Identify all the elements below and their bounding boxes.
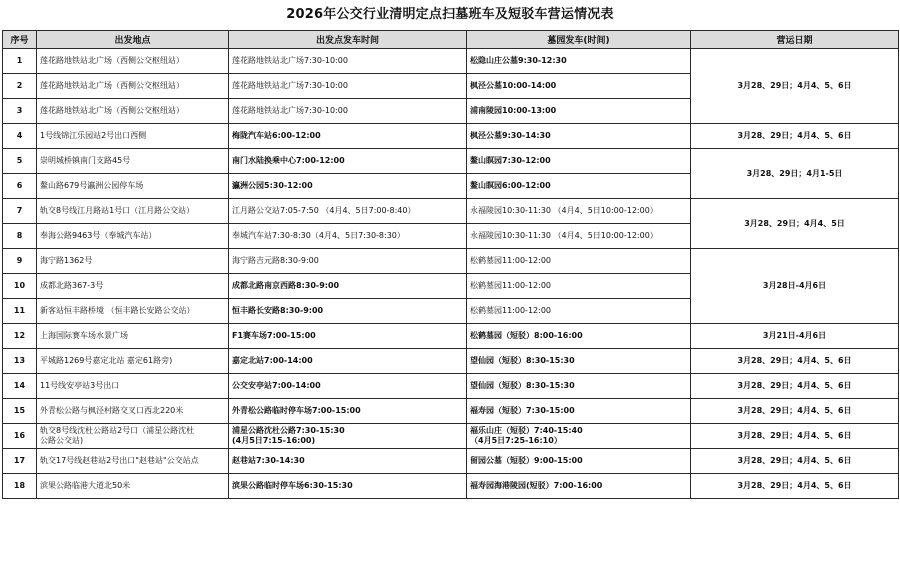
operating-dates-cell: 3月28、29日；4月1-5日 [691,149,899,199]
origin-cell [37,424,229,449]
row-index: 17 [3,449,37,474]
origin-cell: 成都北路367-3号 [37,274,229,299]
depart-time-cell: 奉城汽车站7:30-8:30（4月4、5日7:30-8:30） [229,224,467,249]
origin-cell: 轨交8号线江月路站1号口（江月路公交站） [37,199,229,224]
origin-cell: 滨果公路临港大道北50米 [37,474,229,499]
cemetery-time-cell: 松隐山庄公墓9:30-12:30 [467,49,691,74]
header-origin: 出发地点 [37,31,229,49]
table-row [3,324,899,349]
table-row [3,474,899,499]
depart-time-cell: 成都北路南京西路8:30-9:00 [229,274,467,299]
cemetery-time-cell: 松鹤墓园11:00-12:00 [467,274,691,299]
row-index: 2 [3,74,37,99]
table-row [3,349,899,374]
cemetery-time-cell: 鳌山瞑园7:30-12:00 [467,149,691,174]
cemetery-time-cell: 松鹤墓园（短驳）8:00-16:00 [467,324,691,349]
operating-dates-cell: 3月28、29日；4月4、5、6日 [691,424,899,449]
depart-time-cell: 梅陇汽车站6:00-12:00 [229,124,467,149]
operating-dates-cell: 3月28、29日；4月4、5、6日 [691,349,899,374]
table-row [3,424,899,449]
depart-time-cell: 瀛洲公园5:30-12:00 [229,174,467,199]
cemetery-time-cell: 永福陵园10:30-11:30 （4月4、5日10:00-12:00） [467,199,691,224]
origin-line: 公路公交站) [40,436,84,445]
row-index: 16 [3,424,37,449]
schedule-table [2,30,899,499]
row-index: 6 [3,174,37,199]
row-index: 7 [3,199,37,224]
cemetery-time-cell: 松鹤墓园11:00-12:00 [467,249,691,274]
row-index: 10 [3,274,37,299]
origin-cell: 1号线锦江乐园站2号出口西侧 [37,124,229,149]
row-index: 18 [3,474,37,499]
row-index: 3 [3,99,37,124]
cemetery-time-cell: 枫泾公墓9:30-14:30 [467,124,691,149]
origin-cell: 莲花路地铁站北广场（西侧公交枢纽站） [37,99,229,124]
operating-dates-cell: 3月28、29日；4月4、5、6日 [691,449,899,474]
row-index: 12 [3,324,37,349]
origin-cell: 平城路1269号嘉定北站 嘉定61路旁) [37,349,229,374]
header-idx: 序号 [3,31,37,49]
depart-time-cell: 赵巷站7:30-14:30 [229,449,467,474]
origin-cell: 外青松公路与枫泾村路交叉口西北220米 [37,399,229,424]
depart-time-cell: 滨果公路临时停车场6:30-15:30 [229,474,467,499]
cemetery-time-cell: 鳌山瞑园6:00-12:00 [467,174,691,199]
depart-time-cell: 莲花路地铁站北广场7:30-10:00 [229,74,467,99]
header-depart-time: 出发点发车时间 [229,31,467,49]
cemetery-time-cell: 福寿园海港陵园(短驳）7:00-16:00 [467,474,691,499]
cemetery-time-cell: 望仙园（短驳）8:30-15:30 [467,349,691,374]
operating-dates-cell: 3月28、29日；4月4、5、6日 [691,374,899,399]
row-index: 15 [3,399,37,424]
depart-time-cell: 公交安亭站7:00-14:00 [229,374,467,399]
depart-line: 浦星公路沈杜公路7:30-15:30 [232,426,345,435]
cemetery-time-cell [467,424,691,449]
cemetery-time-cell: 浦南陵园10:00-13:00 [467,99,691,124]
origin-cell: 11号线安亭站3号出口 [37,374,229,399]
origin-cell: 新客站恒丰路桥境 （恒丰路长安路公交站） [37,299,229,324]
row-index: 8 [3,224,37,249]
depart-line: (4月5日7:15-16:00) [232,436,316,445]
origin-cell: 上海国际赛车场水景广场 [37,324,229,349]
operating-dates-cell: 3月28、29日；4月4、5、6日 [691,49,899,124]
depart-time-cell: 江月路公交站7:05-7:50 （4月4、5日7:00-8:40） [229,199,467,224]
row-index: 13 [3,349,37,374]
depart-time-cell: 恒丰路长安路8:30-9:00 [229,299,467,324]
operating-dates-cell: 3月28、29日；4月4、5、6日 [691,399,899,424]
header-dates: 营运日期 [691,31,899,49]
row-index: 1 [3,49,37,74]
cemetery-time-cell: 留园公墓（短驳）9:00-15:00 [467,449,691,474]
depart-time-cell: 莲花路地铁站北广场7:30-10:00 [229,99,467,124]
operating-dates-cell: 3月28、29日；4月4、5、6日 [691,124,899,149]
cemetery-time-cell: 松鹤墓园11:00-12:00 [467,299,691,324]
header-cemetery-time: 墓园发车(时间) [467,31,691,49]
row-index: 4 [3,124,37,149]
table-row [3,374,899,399]
table-row [3,149,899,174]
cemetery-line: （4月5日7:25-16:10） [470,436,562,445]
table-row [3,399,899,424]
table-row [3,49,899,74]
operating-dates-cell: 3月28日-4月6日 [691,249,899,324]
table-row [3,124,899,149]
cemetery-time-cell: 永福陵园10:30-11:30 （4月4、5日10:00-12:00） [467,224,691,249]
row-index: 9 [3,249,37,274]
origin-cell: 莲花路地铁站北广场（西侧公交枢纽站） [37,74,229,99]
depart-time-cell: 海宁路吉元路8:30-9:00 [229,249,467,274]
row-index: 5 [3,149,37,174]
depart-time-cell: 莲花路地铁站北广场7:30-10:00 [229,49,467,74]
origin-cell: 奉海公路9463号（奉城汽车站） [37,224,229,249]
origin-line: 轨交8号线沈杜公路站2号口（浦星公路沈杜 [40,426,195,435]
cemetery-line: 福乐山庄（短驳）7:40-15:40 [470,426,583,435]
header-row [3,31,899,49]
depart-time-cell: 嘉定北站7:00-14:00 [229,349,467,374]
operating-dates-cell: 3月28、29日；4月4、5日 [691,199,899,249]
operating-dates-cell: 3月28、29日；4月4、5、6日 [691,474,899,499]
cemetery-time-cell: 枫泾公墓10:00-14:00 [467,74,691,99]
table-row [3,199,899,224]
operating-dates-cell: 3月21日-4月6日 [691,324,899,349]
origin-cell: 鳌山路679号瀛洲公园停车场 [37,174,229,199]
depart-time-cell: F1赛车场7:00-15:00 [229,324,467,349]
row-index: 14 [3,374,37,399]
depart-time-cell [229,424,467,449]
cemetery-time-cell: 望仙园（短驳）8:30-15:30 [467,374,691,399]
origin-cell: 海宁路1362号 [37,249,229,274]
cemetery-time-cell: 福寿园（短驳）7:30-15:00 [467,399,691,424]
origin-cell: 轨交17号线赵巷站2号出口"赵巷站"公交站点 [37,449,229,474]
origin-cell: 崇明城桥镇南门支路45号 [37,149,229,174]
document-title: 2026年公交行业清明定点扫墓班车及短驳车营运情况表 [286,7,614,22]
row-index: 11 [3,299,37,324]
table-row [3,249,899,274]
depart-time-cell: 南门水陆换乘中心7:00-12:00 [229,149,467,174]
depart-time-cell: 外青松公路临时停车场7:00-15:00 [229,399,467,424]
table-row [3,449,899,474]
origin-cell: 莲花路地铁站北广场（西侧公交枢纽站） [37,49,229,74]
